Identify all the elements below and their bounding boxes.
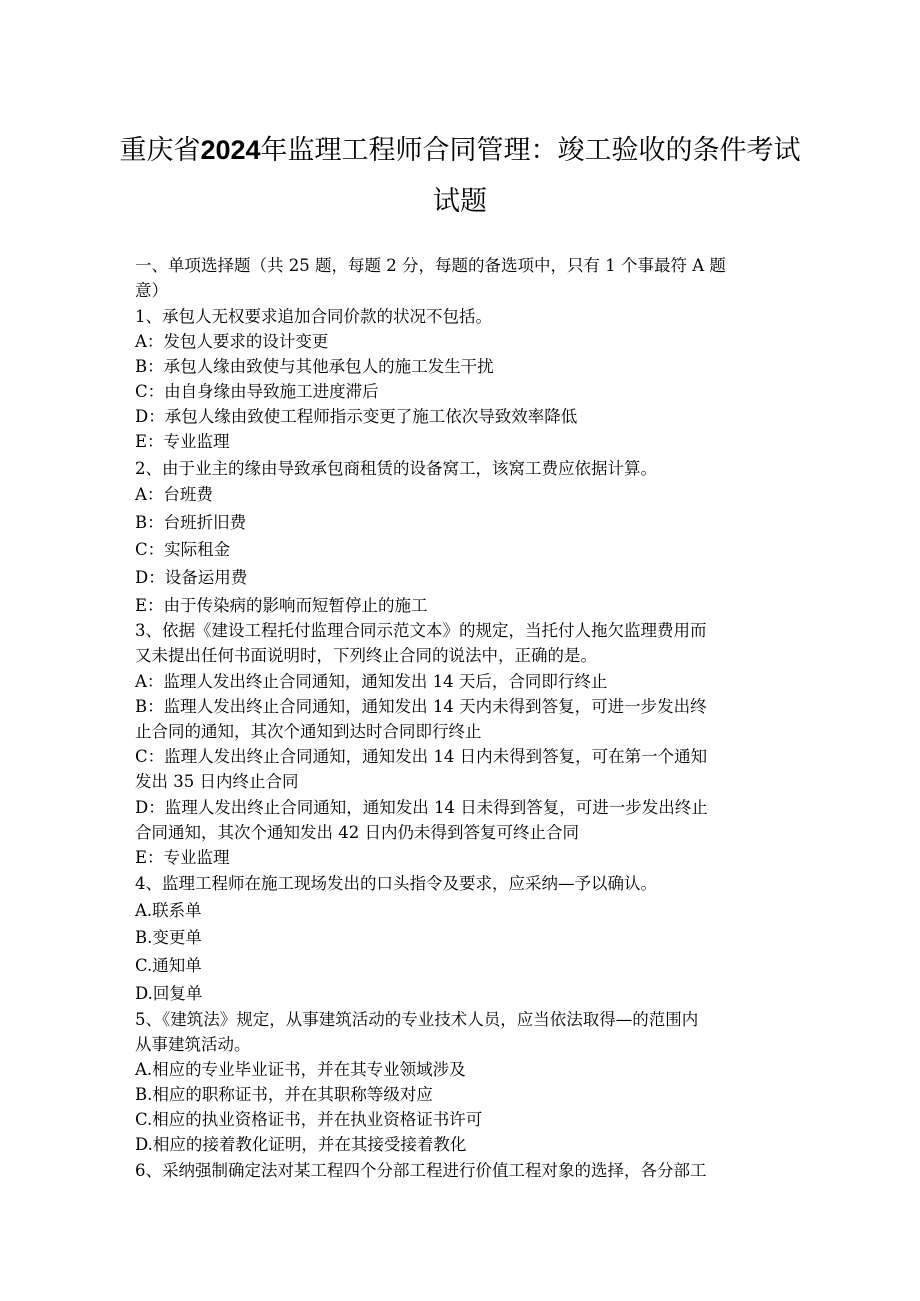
text-line: C.通知单 — [135, 956, 202, 975]
text-line: B：监理人发出终止合同通知，通知发出 14 天内未得到答复，可进一步发出终 — [135, 697, 707, 716]
text-line: C：监理人发出终止合同通知，通知发出 14 日内未得到答复，可在第一个通知 — [135, 747, 708, 766]
text-line: 6、采纳强制确定法对某工程四个分部工程进行价值工程对象的选择，各分部工 — [135, 1161, 707, 1180]
text-line: B：承包人缘由致使与其他承包人的施工发生干扰 — [135, 357, 494, 376]
text-line: 3、依据《建设工程托付监理合同示范文本》的规定，当托付人拖欠监理费用而 — [135, 621, 707, 640]
text-line: B.相应的职称证书，并在其职称等级对应 — [135, 1085, 433, 1104]
text-line: B：台班折旧费 — [135, 513, 247, 532]
text-line: A.相应的专业毕业证书，并在其专业领域涉及 — [135, 1060, 466, 1079]
title-year: 2024 — [200, 135, 261, 165]
text-line: A：台班费 — [135, 485, 213, 504]
text-line: 意） — [135, 281, 168, 300]
text-line: 5、《建筑法》规定，从事建筑活动的专业技术人员，应当依法取得—的范围内 — [135, 1010, 699, 1029]
text-line: 发出 35 日内终止合同 — [135, 772, 299, 791]
text-line: D.回复单 — [135, 984, 203, 1003]
text-line: 合同通知，其次个通知发出 42 日内仍未得到答复可终止合同 — [135, 823, 579, 842]
text-line: C：由自身缘由导致施工进度滞后 — [135, 382, 379, 401]
document-title-line1 — [0, 132, 920, 169]
document-title-line2: 试题 — [433, 186, 487, 217]
text-line: 2、由于业主的缘由导致承包商租赁的设备窝工，该窝工费应依据计算。 — [135, 459, 657, 478]
text-line: A：发包人要求的设计变更 — [135, 332, 329, 351]
text-line: C：实际租金 — [135, 540, 231, 559]
text-line: 从事建筑活动。 — [135, 1035, 251, 1054]
text-line: E：专业监理 — [135, 432, 230, 451]
text-line: B.变更单 — [135, 928, 202, 947]
text-line: E：由于传染病的影响而短暂停止的施工 — [135, 596, 428, 615]
text-line: 一、单项选择题（共 25 题，每题 2 分，每题的备选项中，只有 1 个事最符 A 题 — [135, 256, 726, 275]
text-line: A.联系单 — [135, 901, 202, 920]
text-line: 1、承包人无权要求追加合同价款的状况不包括。 — [135, 307, 492, 326]
text-line: 止合同的通知，其次个通知到达时合同即行终止 — [135, 722, 482, 741]
text-line: A：监理人发出终止合同通知，通知发出 14 天后，合同即行终止 — [135, 672, 608, 691]
text-line: 又未提出任何书面说明时，下列终止合同的说法中，正确的是。 — [135, 646, 597, 665]
title-suffix: 年监理工程师合同管理：竣工验收的条件考试 — [260, 135, 801, 166]
text-line: E：专业监理 — [135, 848, 230, 867]
text-line: D：承包人缘由致使工程师指示变更了施工依次导致效率降低 — [135, 407, 578, 426]
text-line: D：设备运用费 — [135, 568, 248, 587]
title-prefix: 重庆省 — [119, 135, 201, 166]
text-line: D.相应的接着教化证明，并在其接受接着教化 — [135, 1135, 467, 1154]
text-line: D：监理人发出终止合同通知，通知发出 14 日未得到答复，可进一步发出终止 — [135, 798, 708, 817]
text-line: 4、监理工程师在施工现场发出的口头指令及要求，应采纳—予以确认。 — [135, 874, 657, 893]
text-line: C.相应的执业资格证书，并在执业资格证书许可 — [135, 1110, 483, 1129]
